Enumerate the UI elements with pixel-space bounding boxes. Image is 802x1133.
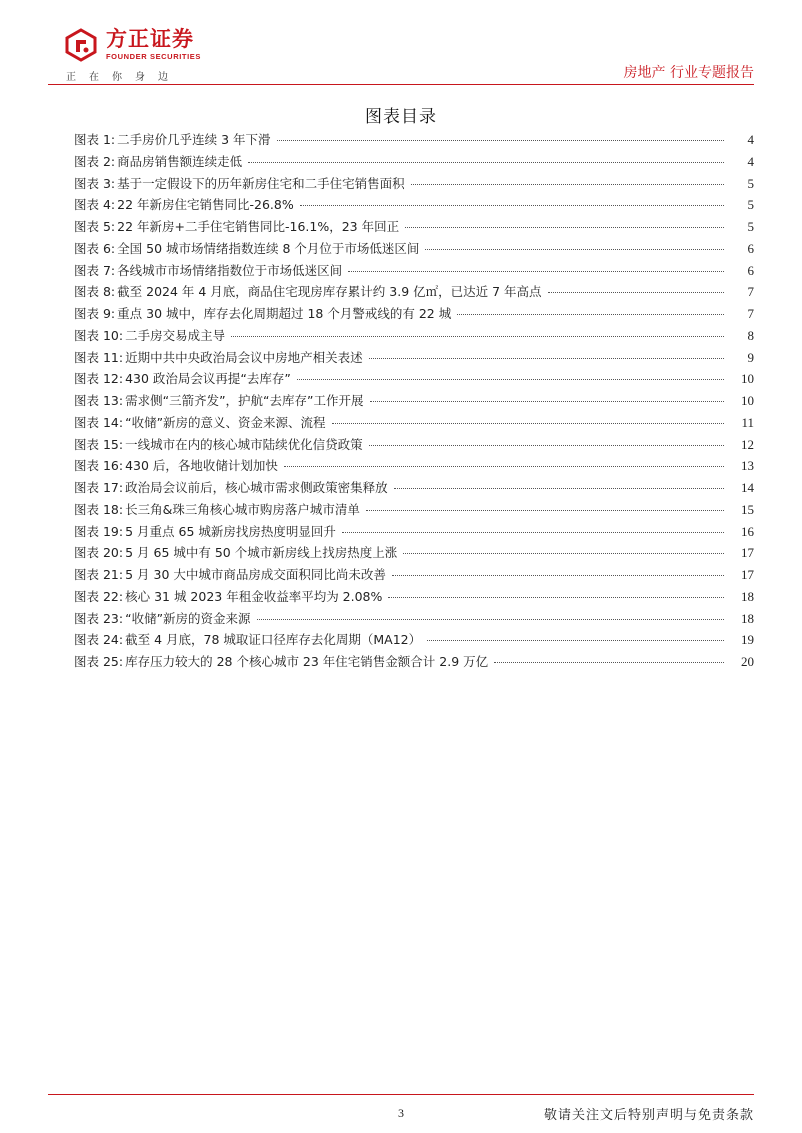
toc-entry-title: 各线城市市场情绪指数位于市场低迷区间 [117,262,343,278]
toc-entry[interactable] [74,304,754,326]
toc-leader-dots [457,314,724,315]
toc-entry-title: 近期中共中央政治局会议中房地产相关表述 [125,349,363,365]
toc-entry[interactable] [74,652,754,674]
toc-entry-title: 核心 31 城 2023 年租金收益率平均为 2.08% [125,588,383,604]
toc-entry[interactable] [74,282,754,304]
toc-entry-label: 图表 12: [74,371,124,387]
toc-entry-label: 图表 8: [74,284,116,300]
toc-entry-page: 20 [741,654,754,669]
toc-entry-page: 17 [741,567,754,582]
toc-entry-label: 图表 15: [74,436,124,452]
toc-entry-page: 16 [741,523,754,539]
brand-name-cn: 方正证券 [106,27,194,51]
toc-entry-label: 图表 11: [74,349,124,365]
toc-entry-label: 图表 24: [74,632,124,648]
toc-entry-page: 10 [741,371,754,387]
toc-leader-dots [494,662,724,663]
toc-leader-dots [425,249,724,250]
toc-entry-label: 图表 23: [74,610,124,626]
toc-leader-dots [348,271,724,272]
toc-entry-page: 7 [747,284,754,300]
toc-leader-dots [548,292,724,293]
toc-leader-dots [427,640,724,641]
toc-entry[interactable] [74,587,754,609]
toc-entry-label: 图表 19: [74,523,124,539]
toc-entry-title: 截至 4 月底，78 城取证口径库存去化周期（MA12） [125,632,422,648]
toc-entry[interactable] [74,174,754,196]
toc-entry-page: 4 [747,153,754,169]
toc-entry-page: 4 [747,132,754,147]
toc-entry-title: 需求侧“三箭齐发”，护航“去库存”工作开展 [125,393,364,408]
toc-entry-label: 图表 4: [74,197,116,213]
toc-entry-page: 5 [747,175,754,191]
toc-entry-page: 5 [747,197,754,213]
toc-entry-page: 9 [747,349,754,365]
toc-entry-label: 图表 25: [74,654,124,669]
toc-entry-title: 5 月 65 城中有 50 个城市新房线上找房热度上涨 [125,545,398,561]
toc-entry-label: 图表 14: [74,414,124,430]
toc-entry-title: 二手房交易成主导 [125,327,226,343]
toc-entry-title: 商品房销售额连续走低 [117,153,243,169]
toc-entry-page: 13 [741,458,754,474]
toc-entry[interactable] [74,369,754,391]
toc-entry-page: 11 [741,414,754,430]
toc-entry[interactable] [74,239,754,261]
report-type: 房地产 行业专题报告 [623,65,754,81]
toc-entry[interactable] [74,543,754,565]
brand-name-en: FOUNDER SECURITIES [106,52,201,61]
founder-logo [64,28,201,68]
page-header [0,0,802,90]
toc-leader-dots [277,140,724,141]
toc-entry-page: 19 [741,632,754,648]
toc-entry-title: 一线城市在内的核心城市陆续优化信贷政策 [125,436,363,452]
toc-entry-title: “收储”新房的资金来源 [125,610,251,626]
toc-entry-page: 10 [741,393,754,408]
disclaimer-text: 敬请关注文后特别声明与免责条款 [543,1108,754,1123]
toc-entry[interactable] [74,261,754,283]
toc-leader-dots [257,619,724,620]
founder-logo-icon [64,28,98,62]
toc-entry-page: 17 [741,545,754,561]
toc-entry-label: 图表 18: [74,501,124,517]
toc-entry-title: 库存压力较大的 28 个核心城市 23 年住宅销售金额合计 2.9 万亿 [125,654,489,669]
toc-entry-title: 二手房价几乎连续 3 年下滑 [117,132,271,147]
toc-entry-label: 图表 3: [74,175,116,191]
toc-entry[interactable] [74,456,754,478]
toc-entry[interactable] [74,217,754,239]
toc-entry-label: 图表 21: [74,567,124,582]
toc-entry-title: 22 年新房住宅销售同比-26.8% [117,197,294,213]
toc-entry-title: 全国 50 城市场情绪指数连续 8 个月位于市场低迷区间 [117,240,420,256]
toc-leader-dots [231,336,724,337]
page-number: 3 [398,1106,404,1120]
toc-leader-dots [411,184,724,185]
toc-entry-title: 430 政治局会议再提“去库存” [125,371,291,387]
toc-entry[interactable] [74,500,754,522]
toc-entry-title: “收储”新房的意义、资金来源、流程 [125,414,326,430]
toc-leader-dots [388,597,724,598]
toc-entry-label: 图表 5: [74,219,116,234]
toc-leader-dots [248,162,724,163]
toc-entry[interactable] [74,130,754,152]
toc-entry-title: 政治局会议前后，核心城市需求侧政策密集释放 [125,480,388,495]
toc-entry-page: 7 [747,306,754,321]
toc-entry[interactable] [74,348,754,370]
toc-entry[interactable] [74,413,754,435]
toc-leader-dots [392,575,724,576]
toc-entry[interactable] [74,326,754,348]
toc-entry-title: 基于一定假设下的历年新房住宅和二手住宅销售面积 [117,175,405,191]
toc-entry[interactable] [74,478,754,500]
toc-entry[interactable] [74,152,754,174]
toc-leader-dots [394,488,724,489]
toc-entry-label: 图表 6: [74,240,116,256]
toc-entry-label: 图表 13: [74,393,124,408]
page-title: 图表目录 [365,107,437,127]
footer-divider [48,1094,754,1095]
toc-entry-title: 22 年新房+二手住宅销售同比-16.1%，23 年回正 [117,219,400,234]
toc-entry-page: 12 [741,436,754,452]
toc-leader-dots [370,401,725,402]
toc-entry[interactable] [74,522,754,544]
toc-leader-dots [369,445,724,446]
toc-leader-dots [297,379,724,380]
toc-leader-dots [342,532,724,533]
toc-entry-page: 15 [741,501,754,517]
toc-entry-label: 图表 20: [74,545,124,561]
toc-entry-label: 图表 7: [74,262,116,278]
toc-leader-dots [284,466,724,467]
toc-entry[interactable] [74,391,754,413]
toc-entry[interactable] [74,435,754,457]
slogan: 正在你身边 [66,72,181,83]
toc-leader-dots [332,423,724,424]
toc-entry-page: 6 [747,240,754,256]
toc-entry-title: 5 月 30 大中城市商品房成交面积同比尚未改善 [125,567,386,582]
toc-entry[interactable] [74,630,754,652]
toc-entry-label: 图表 1: [74,132,116,147]
toc-leader-dots [369,358,724,359]
toc-entry-label: 图表 10: [74,327,124,343]
toc-leader-dots [300,205,724,206]
toc-entry-page: 8 [747,327,754,343]
toc-entry-title: 430 后，各地收储计划加快 [125,458,278,474]
toc-entry[interactable] [74,195,754,217]
toc-entry-title: 重点 30 城中，库存去化周期超过 18 个月警戒线的有 22 城 [117,306,452,321]
table-of-figures [74,130,754,674]
toc-entry-page: 14 [741,480,754,495]
toc-entry-label: 图表 16: [74,458,124,474]
header-divider [48,84,754,85]
toc-entry-label: 图表 2: [74,153,116,169]
toc-entry-title: 长三角&珠三角核心城市购房落户城市清单 [125,501,360,517]
toc-entry[interactable] [74,565,754,587]
toc-leader-dots [366,510,724,511]
toc-entry-label: 图表 22: [74,588,124,604]
toc-entry[interactable] [74,609,754,631]
toc-entry-page: 18 [741,610,754,626]
toc-entry-title: 截至 2024 年 4 月底，商品住宅现房库存累计约 3.9 亿㎡，已达近 7 年高点 [117,284,542,300]
toc-entry-page: 5 [747,219,754,234]
toc-entry-title: 5 月重点 65 城新房找房热度明显回升 [125,523,336,539]
toc-entry-label: 图表 9: [74,306,116,321]
toc-entry-page: 6 [747,262,754,278]
toc-leader-dots [403,553,724,554]
toc-entry-label: 图表 17: [74,480,124,495]
toc-leader-dots [405,227,724,228]
toc-entry-page: 18 [741,588,754,604]
